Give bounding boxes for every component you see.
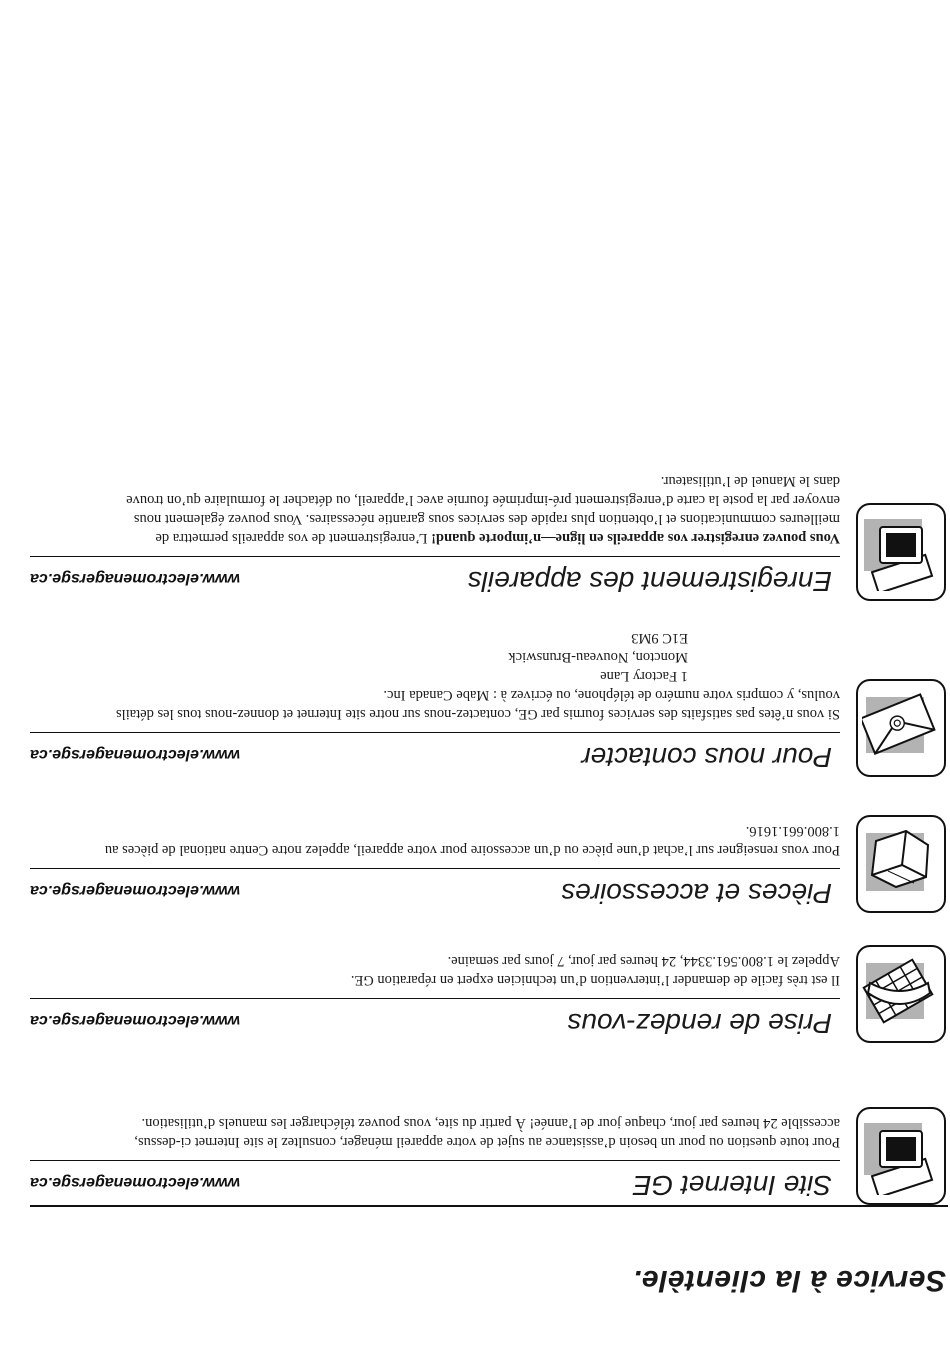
website-link[interactable]: www.electromenagersge.ca — [30, 746, 241, 763]
website-link[interactable]: www.electromenagersge.ca — [30, 570, 241, 587]
address-line: E1C 9M3 — [631, 630, 688, 646]
mailing-address — [100, 628, 688, 685]
section-divider — [30, 732, 840, 733]
parts-box-icon — [856, 815, 946, 913]
page-title: Service à la clientèle. — [632, 1264, 946, 1297]
section-body: Pour vous renseigner sur l’achat d’une pièce ou d’un accessoire pour votre appareil, appelez notre Centre national de pièces au 1.800.661.1616. — [104, 823, 840, 858]
envelope-icon — [856, 679, 946, 777]
section-heading: Prise de rendez-vous — [567, 1008, 832, 1039]
section-divider — [30, 868, 840, 869]
address-line: 1 Factory Lane — [600, 668, 688, 684]
laptop-icon — [856, 503, 946, 601]
address-line: Moncton, Nouveau-Brunswick — [508, 649, 688, 665]
phone-line: Appelez le 1.800.561.3344, 24 heures par jour, 7 jours par semaine. — [447, 953, 840, 969]
section-heading: Enregistrement des appareils — [467, 566, 832, 597]
section-body: Pour toute question ou pour un besoin d’assistance au sujet de votre appareil ménager, consultez le site Internet ci-dessus, accessible 24 heures par jour, chaque jour de l’année! À partir du site, vous pouvez télécharger les manuels d’utilisation. — [134, 1115, 840, 1150]
section-body — [100, 628, 840, 723]
section-body-line: Il est très facile de demander l’intervention d’un technicien expert en réparation GE. — [350, 972, 840, 988]
section-divider — [30, 556, 840, 557]
section-body — [100, 951, 840, 989]
website-link[interactable]: www.electromenagersge.ca — [30, 1174, 241, 1191]
contact-text: Si vous n’êtes pas satisfaits des services fournis par GE, contactez-nous sur notre site Internet et donnez-nous tous les détails voulus, y compris votre numéro de téléphone, ou écrivez à : Mabe Canada Inc. — [115, 687, 840, 722]
section-body — [100, 471, 840, 547]
section-divider — [30, 998, 840, 999]
calendar-phone-icon — [856, 945, 946, 1043]
registration-lead: Vous pouvez enregistrer vos appareils en ligne—n’importe quand! — [431, 530, 840, 546]
registration-text: L’enregistrement de vos appareils permettra de meilleures communications et l’obtention plus rapide des services sous garantie nécessaires. Vous pouvez également nous envoyer par la poste la carte d’enregistrement pré-imprimée fournie avec l’appareil, ou détacher le formulaire qu’on trouve dans le Manuel de l’utilisateur. — [126, 473, 840, 546]
website-link[interactable]: www.electromenagersge.ca — [30, 1012, 241, 1029]
laptop-icon — [856, 1107, 946, 1205]
section-heading: Site Internet GE — [632, 1170, 832, 1201]
website-link[interactable]: www.electromenagersge.ca — [30, 882, 241, 899]
section-divider — [30, 1160, 840, 1161]
section-heading: Pour nous contacter — [581, 742, 832, 773]
title-divider — [30, 1205, 948, 1207]
section-heading: Pièces et accessoires — [561, 878, 832, 909]
